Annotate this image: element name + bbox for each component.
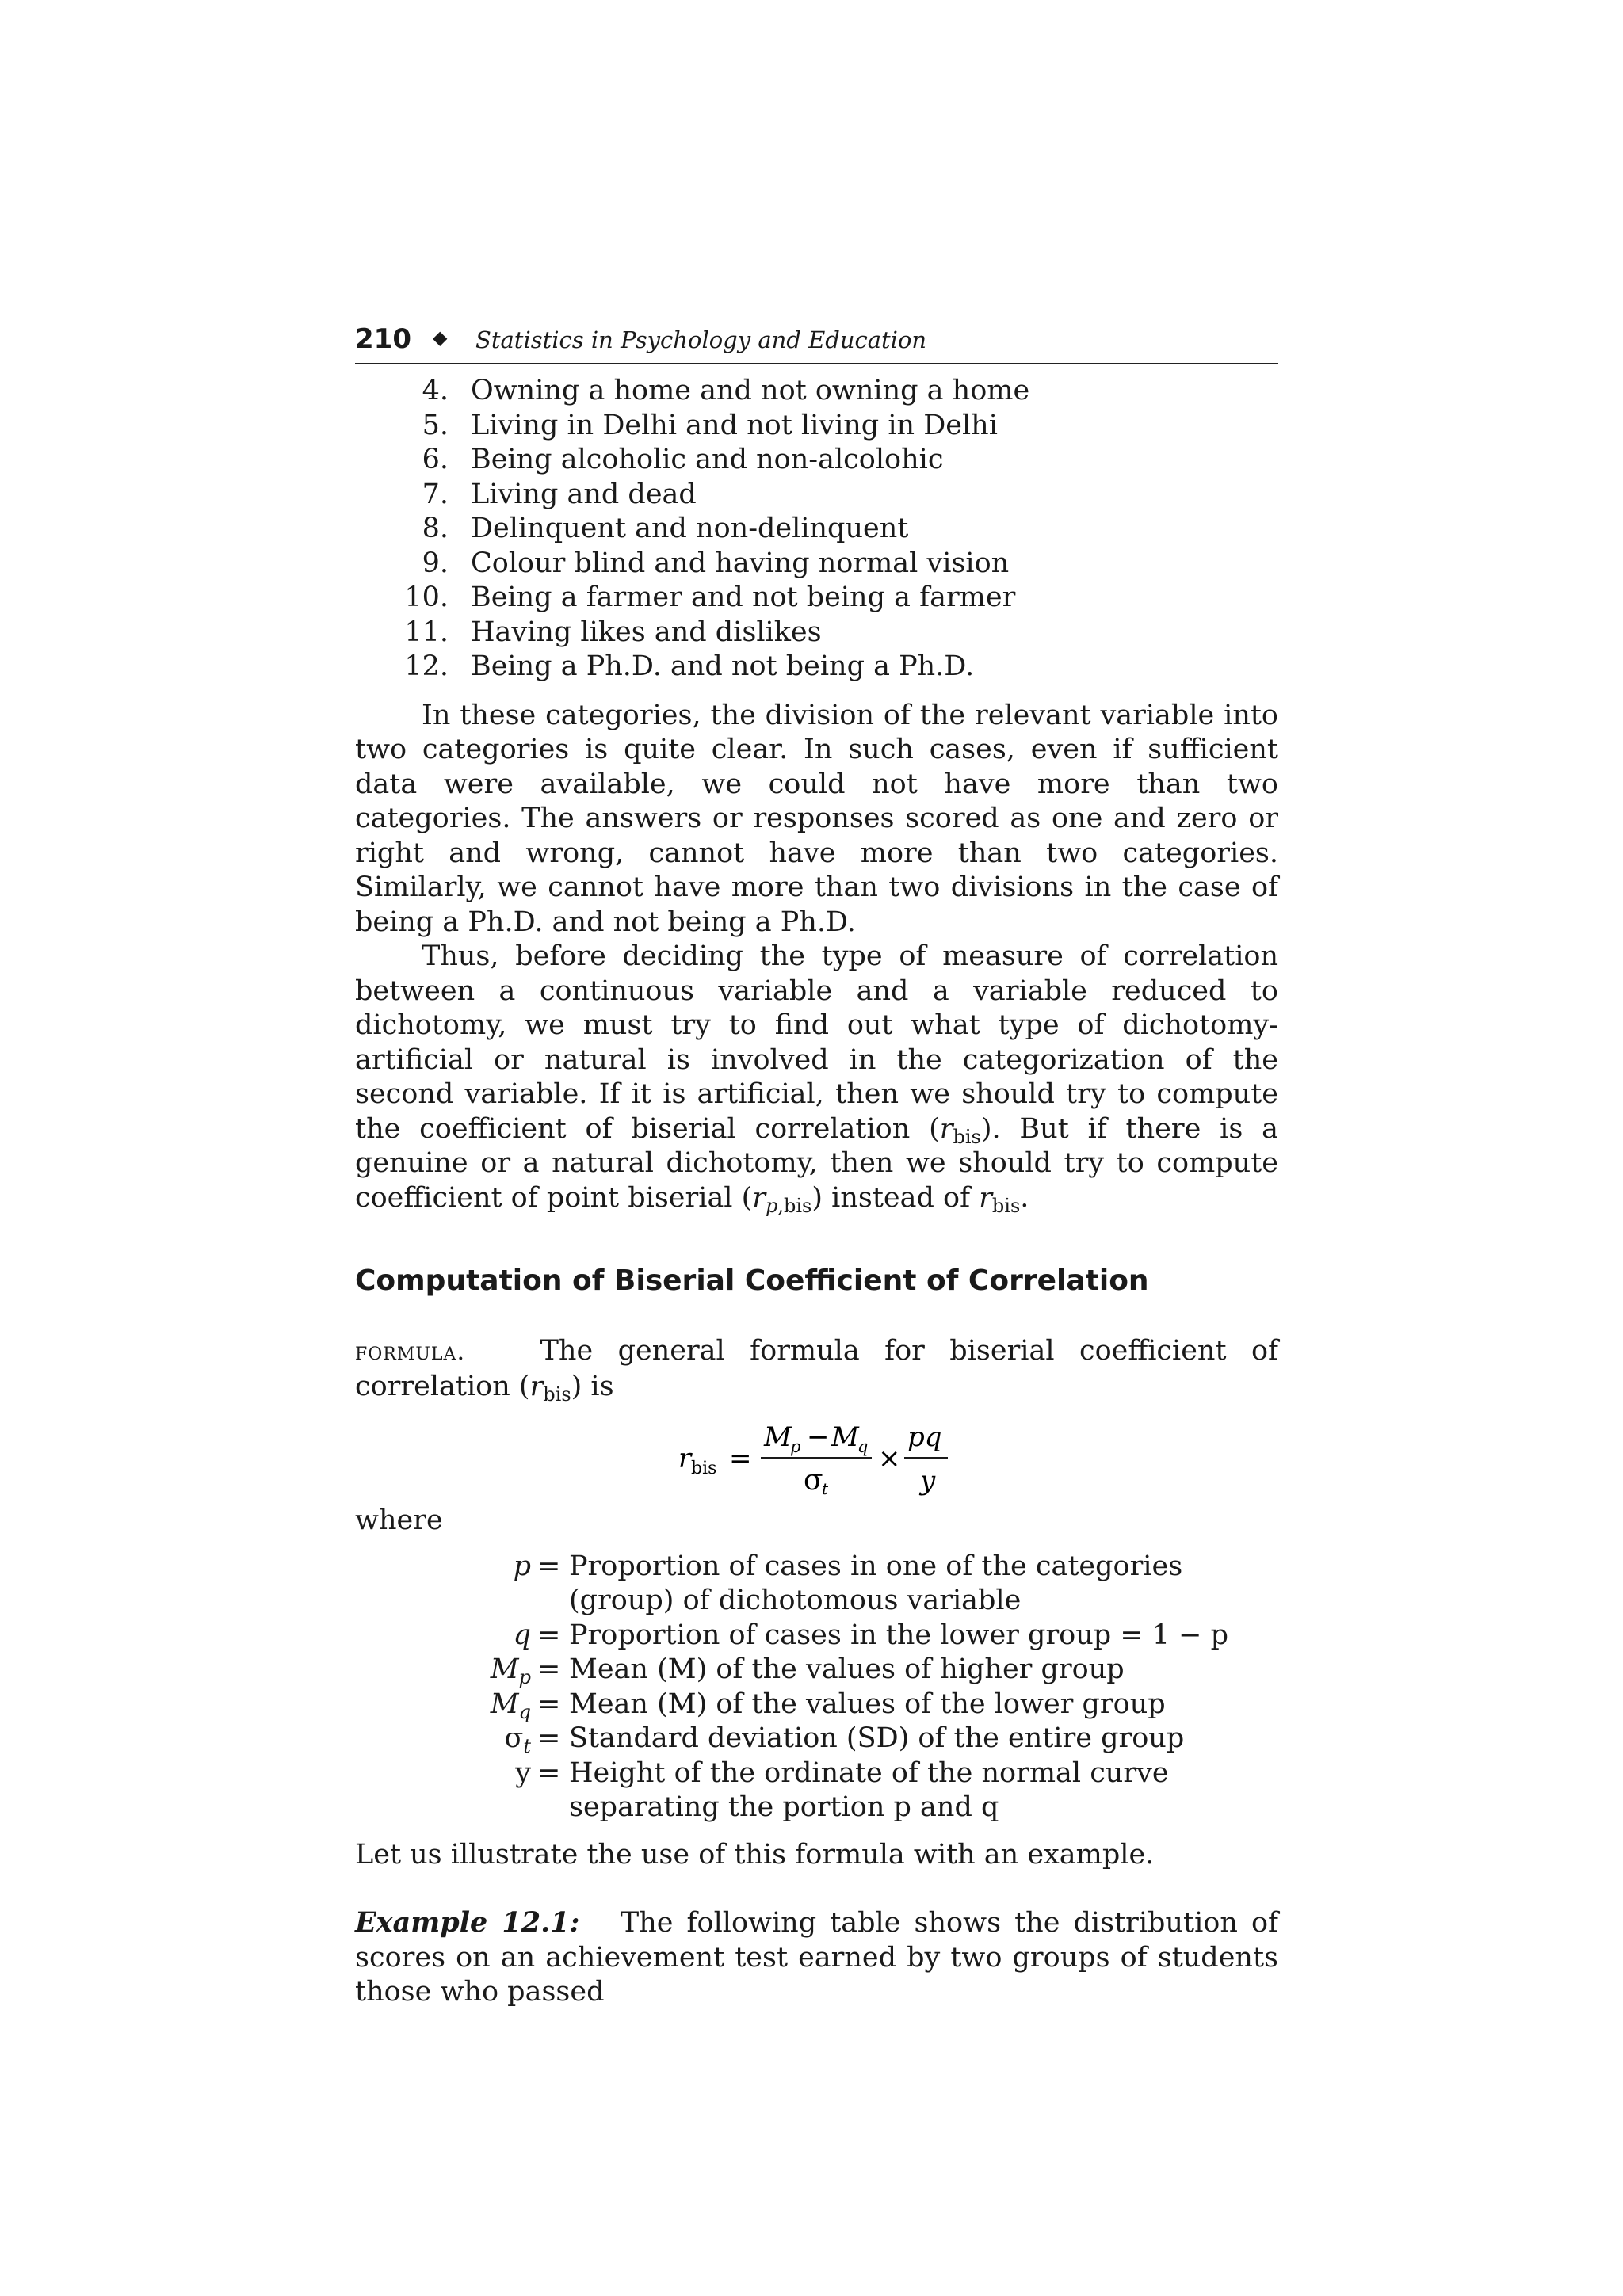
symbol-letter: σ <box>504 1722 524 1754</box>
list-item <box>355 650 1278 685</box>
symbol-letter: p <box>513 1550 531 1582</box>
definition-text: Height of the ordinate of the normal curve separating the portion p and q <box>569 1756 1169 1823</box>
formula-num-sub2: q <box>857 1437 869 1456</box>
list-text: Delinquent and non-delinquent <box>471 513 909 544</box>
list-item <box>355 616 1278 650</box>
definition-row <box>355 1550 1278 1619</box>
formula-svg <box>355 1407 1278 1496</box>
text-run: Thus, before deciding the type of measure of correlation between a continuous variable and a variable reduced to dichotomy, we must try to find out what type of dichotomy-artificial or natural is involved in the categorization of the second variable. If it is artificial, then we should try to compute the coefficient of biserial correlation ( <box>355 940 1278 1145</box>
list-text: Being a farmer and not being a farmer <box>471 582 1016 613</box>
definition-symbol <box>355 1619 531 1653</box>
definition-symbol <box>355 1722 531 1756</box>
definition-text: Mean (M) of the values of higher group <box>569 1653 1125 1685</box>
definition-row <box>355 1619 1278 1653</box>
definition-symbol <box>355 1550 531 1585</box>
definition-text: Mean (M) of the values of the lower group <box>569 1688 1166 1720</box>
list-number: 7. <box>422 478 449 510</box>
subscript-p: p <box>766 1194 778 1217</box>
list-number: 5. <box>422 409 449 441</box>
list-item <box>355 512 1278 547</box>
list-number: 10. <box>404 582 449 613</box>
definition-text: Proportion of cases in one of the categories (group) of dichotomous variable <box>569 1550 1183 1616</box>
definition-symbol <box>355 1653 531 1688</box>
text-run: . <box>1020 1181 1029 1214</box>
symbol-subscript: p <box>518 1666 531 1688</box>
formula-lhs-r: r <box>678 1443 692 1474</box>
list-text: Being alcoholic and non-alcolohic <box>471 444 944 475</box>
running-head <box>355 323 1278 364</box>
symbol-letter: q <box>513 1619 531 1651</box>
list-text: Being a Ph.D. and not being a Ph.D. <box>471 650 975 682</box>
symbol-letter: M <box>490 1653 519 1685</box>
symbol-letter: y <box>515 1756 531 1789</box>
list-text: Living and dead <box>471 478 697 510</box>
example-text: The following table shows the distribution of scores on an achievement test earned by two groups of students those who passed <box>355 1907 1278 2008</box>
definition-row <box>355 1756 1278 1825</box>
text-run: The general formula for biserial coefficient of correlation ( <box>355 1335 1278 1402</box>
definition-equals: = <box>537 1550 561 1582</box>
definition-text: Standard deviation (SD) of the entire group <box>569 1722 1185 1754</box>
list-text: Owning a home and not owning a home <box>471 375 1030 406</box>
definitions-list <box>355 1550 1278 1825</box>
subscript-bis: bis <box>953 1125 981 1148</box>
list-item <box>355 443 1278 478</box>
text-run: ). But if there is a genuine or a natural dichotomy, then we should try to compute coefficient of point biserial ( <box>355 1112 1278 1214</box>
list-number: 8. <box>422 513 449 544</box>
where-label: where <box>355 1505 443 1536</box>
list-number: 12. <box>404 650 449 682</box>
text-run: ) instead of <box>812 1181 980 1214</box>
formula-lhs-sub: bis <box>691 1459 717 1478</box>
definition-equals: = <box>537 1756 561 1789</box>
definition-symbol <box>355 1688 531 1722</box>
subscript-bis: bis <box>543 1383 571 1405</box>
example-paragraph <box>355 1905 1278 2010</box>
page-number: 210 <box>355 323 411 355</box>
list-item <box>355 581 1278 616</box>
formula-den2: y <box>920 1465 936 1496</box>
paragraph-dichotomy <box>355 940 1278 1215</box>
list-number: 6. <box>422 444 449 475</box>
definition-equals: = <box>537 1722 561 1754</box>
formula-equals: = <box>729 1443 752 1474</box>
diamond-icon: ◆ <box>433 326 448 349</box>
list-number: 4. <box>422 375 449 406</box>
page <box>355 323 1278 2010</box>
definition-equals: = <box>537 1688 561 1720</box>
text-run: ) is <box>571 1370 614 1402</box>
symbol-subscript: t <box>523 1735 531 1757</box>
formula-label: formula. <box>355 1337 466 1366</box>
definition-symbol <box>355 1756 531 1791</box>
list-number: 9. <box>422 547 449 579</box>
subscript-bis: bis <box>991 1194 1021 1217</box>
paragraph-categories: In these categories, the division of the relevant variable into two categories is quite clear. In such cases, even if sufficient data were available, we could not have more than two categories. The answers or responses scored as one and zero or right and wrong, cannot have more than two categories. Similarly, we cannot have more than two divisions in the case of being a Ph.D. and not being a Ph.D. <box>355 699 1278 938</box>
formula-den-sigma: σ <box>804 1464 823 1496</box>
formula-minus: − <box>807 1421 830 1453</box>
formula-num-m2: M <box>831 1421 859 1453</box>
dichotomy-list <box>355 374 1278 685</box>
list-item <box>355 478 1278 513</box>
book-title: Statistics in Psychology and Education <box>475 326 927 353</box>
var-r: r <box>979 1181 992 1214</box>
list-text: Having likes and dislikes <box>471 616 822 648</box>
definition-equals: = <box>537 1619 561 1651</box>
var-r: r <box>752 1181 766 1214</box>
formula-times: × <box>878 1443 901 1474</box>
definition-row <box>355 1688 1278 1722</box>
var-r: r <box>529 1370 544 1402</box>
definition-row <box>355 1653 1278 1688</box>
symbol-letter: M <box>490 1688 519 1720</box>
list-text: Living in Delhi and not living in Delhi <box>471 409 998 441</box>
formula-intro <box>355 1334 1278 1404</box>
subscript-bis: ,bis <box>777 1194 812 1217</box>
list-item <box>355 409 1278 444</box>
example-label: Example 12.1: <box>355 1906 580 1939</box>
definition-text: Proportion of cases in the lower group = 1 − p <box>569 1619 1229 1651</box>
list-item <box>355 374 1278 409</box>
definition-row <box>355 1722 1278 1756</box>
formula-num-sub1: p <box>790 1437 801 1456</box>
list-item <box>355 547 1278 582</box>
biserial-formula <box>355 1407 1278 1496</box>
symbol-subscript: q <box>518 1700 531 1723</box>
list-text: Colour blind and having normal vision <box>471 547 1010 579</box>
formula-num-m1: M <box>764 1421 792 1453</box>
var-r: r <box>939 1112 953 1145</box>
illustration-sentence: Let us illustrate the use of this formula with an example. <box>355 1838 1155 1871</box>
formula-den-sub: t <box>822 1479 829 1496</box>
definition-equals: = <box>537 1653 561 1685</box>
formula-num2: pq <box>907 1421 942 1453</box>
list-number: 11. <box>404 616 449 648</box>
section-heading: Computation of Biserial Coefficient of Correlation <box>355 1264 1149 1297</box>
